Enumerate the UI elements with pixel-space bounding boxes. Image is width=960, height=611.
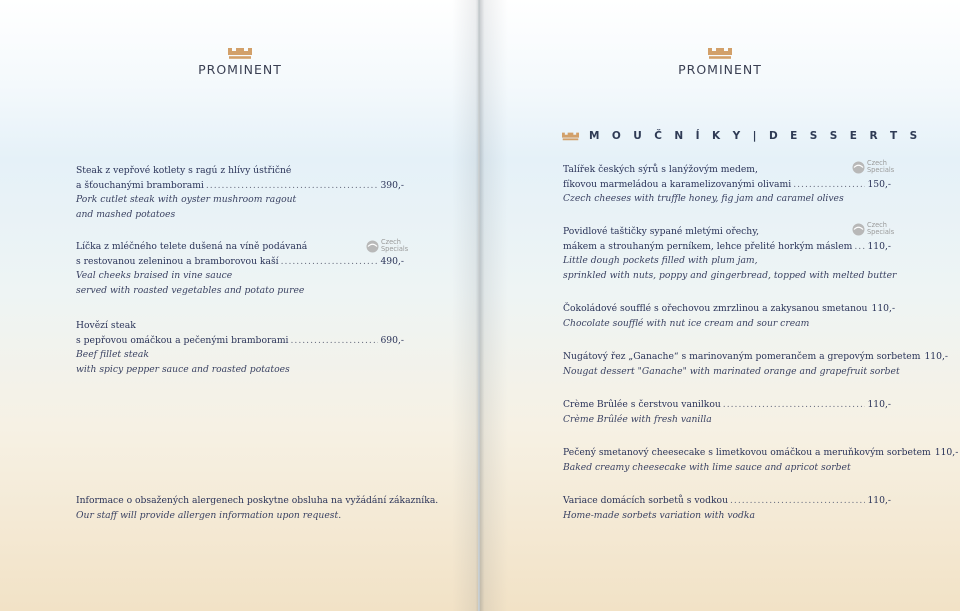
- item-name-en: Pork cutlet steak with oyster mushroom ragout: [76, 194, 297, 206]
- dot-leader: [281, 255, 379, 270]
- menu-item: [563, 225, 897, 283]
- item-name-en: Crème Brûlée with fresh vanilla: [563, 413, 712, 425]
- menu-item: [563, 494, 891, 523]
- menu-item: [76, 240, 404, 298]
- menu-item: [563, 302, 896, 331]
- dot-leader: [723, 398, 866, 413]
- item-name-en: and mashed potatoes: [76, 208, 176, 220]
- czech-specials-badge: Czech Specials: [852, 159, 904, 175]
- czech-specials-badge: Czech Specials: [852, 221, 904, 237]
- item-name-en: Baked creamy cheesecake with lime sauce and apricot sorbet: [563, 461, 851, 473]
- item-price-line: [563, 240, 891, 255]
- item-price: 150,-: [867, 178, 891, 190]
- brand-logo: [180, 48, 300, 77]
- crown-icon: [708, 48, 732, 59]
- item-price-line: [563, 350, 948, 365]
- menu-page-right: [480, 0, 960, 611]
- item-name-en: Czech cheeses with truffle honey, fig jam and caramel olives: [563, 193, 844, 205]
- menu-item: [76, 319, 404, 377]
- brand-name: PROMINENT: [678, 62, 762, 77]
- dot-leader: [206, 179, 379, 194]
- item-price: 390,-: [380, 179, 404, 191]
- item-name-en: Veal cheeks braised in vine sauce: [76, 270, 233, 282]
- item-name-en: Nougat dessert "Ganache" with marinated orange and grapefruit sorbet: [563, 365, 900, 377]
- item-name-en: with spicy pepper sauce and roasted potatoes: [76, 363, 290, 375]
- item-price-line: [76, 255, 404, 270]
- dot-leader: [854, 240, 865, 255]
- dot-leader: [793, 178, 865, 193]
- item-name-en: Chocolate soufflé with nut ice cream and sour cream: [563, 317, 810, 329]
- item-price: 490,-: [380, 255, 404, 267]
- brand-name: PROMINENT: [198, 62, 282, 77]
- item-name-en: sprinkled with nuts, poppy and gingerbread, topped with melted butter: [563, 269, 897, 281]
- item-price-line: [563, 446, 959, 461]
- dot-leader: [730, 494, 865, 509]
- item-name-cz: Čokoládové soufflé s ořechovou zmrzlinou a zakysanou smetanou: [563, 303, 868, 314]
- item-price-line: [563, 178, 891, 193]
- brand-logo: [660, 48, 780, 77]
- item-price: 110,-: [867, 240, 891, 252]
- item-name-cz: Nugátový řez „Ganache“ s marinovaným pomerančem a grepovým sorbetem: [563, 351, 921, 362]
- item-name-cz: a šťouchanými bramborami: [76, 179, 204, 191]
- item-name-cz: Hovězí steak: [76, 320, 136, 331]
- crown-icon: [562, 132, 579, 141]
- allergen-note: [76, 494, 439, 523]
- item-price-line: [563, 398, 891, 413]
- item-name-cz: mákem a strouhaným perníkem, lehce přelité horkým máslem: [563, 240, 853, 252]
- item-name-cz: s restovanou zeleninou a bramborovou kaší: [76, 255, 279, 267]
- item-price-line: [563, 494, 891, 509]
- item-price-line: [563, 302, 896, 317]
- item-name-cz: Líčka z mléčného telete dušená na víně podávaná: [76, 241, 308, 252]
- item-price: 110,-: [924, 351, 948, 362]
- item-price-line: [76, 179, 404, 194]
- item-name-cz: fíkovou marmeládou a karamelizovanými olivami: [563, 178, 792, 190]
- menu-item: [76, 164, 404, 222]
- item-price: 110,-: [871, 303, 896, 314]
- item-name-cz: Povidlové taštičky sypané mletými ořechy,: [563, 226, 760, 237]
- item-price: 690,-: [380, 334, 404, 346]
- item-name-en: Little dough pockets filled with plum jam,: [563, 255, 758, 267]
- allergen-note-cz: Informace o obsažených alergenech poskytne obsluha na vyžádání zákazníka.: [76, 495, 439, 506]
- item-name-en: Beef fillet steak: [76, 349, 149, 361]
- menu-item: [563, 398, 891, 427]
- item-name-cz: Talířek českých sýrů s lanýžovým medem,: [563, 164, 758, 175]
- item-name-en: served with roasted vegetables and potato puree: [76, 284, 305, 296]
- allergen-note-en: Our staff will provide allergen information upon request.: [76, 509, 342, 521]
- czech-specials-badge: Czech Specials: [366, 238, 418, 254]
- item-price-line: [76, 334, 404, 349]
- menu-page-left: [0, 0, 478, 611]
- menu-item: [563, 350, 948, 379]
- item-name-en: Home-made sorbets variation with vodka: [563, 509, 755, 521]
- menu-item: [563, 446, 959, 475]
- dot-leader: [291, 334, 379, 349]
- crown-icon: [228, 48, 252, 59]
- item-name-cz: Crème Brûlée s čerstvou vanilkou: [563, 399, 721, 410]
- item-price: 110,-: [934, 447, 959, 458]
- item-name-cz: Pečený smetanový cheesecake s limetkovou omáčkou a meruňkovým sorbetem: [563, 447, 931, 458]
- item-price: 110,-: [867, 399, 891, 410]
- item-name-cz: s pepřovou omáčkou a pečenými bramborami: [76, 334, 289, 346]
- item-name-cz: Steak z vepřové kotlety s ragú z hlívy ústřičné: [76, 165, 292, 176]
- section-title: [562, 128, 942, 144]
- item-price: 110,-: [867, 495, 891, 506]
- section-title-text: M O U Č N Í K Y | D E S S E R T S: [589, 130, 922, 142]
- item-name-cz: Variace domácích sorbetů s vodkou: [563, 495, 728, 506]
- menu-item: [563, 163, 891, 207]
